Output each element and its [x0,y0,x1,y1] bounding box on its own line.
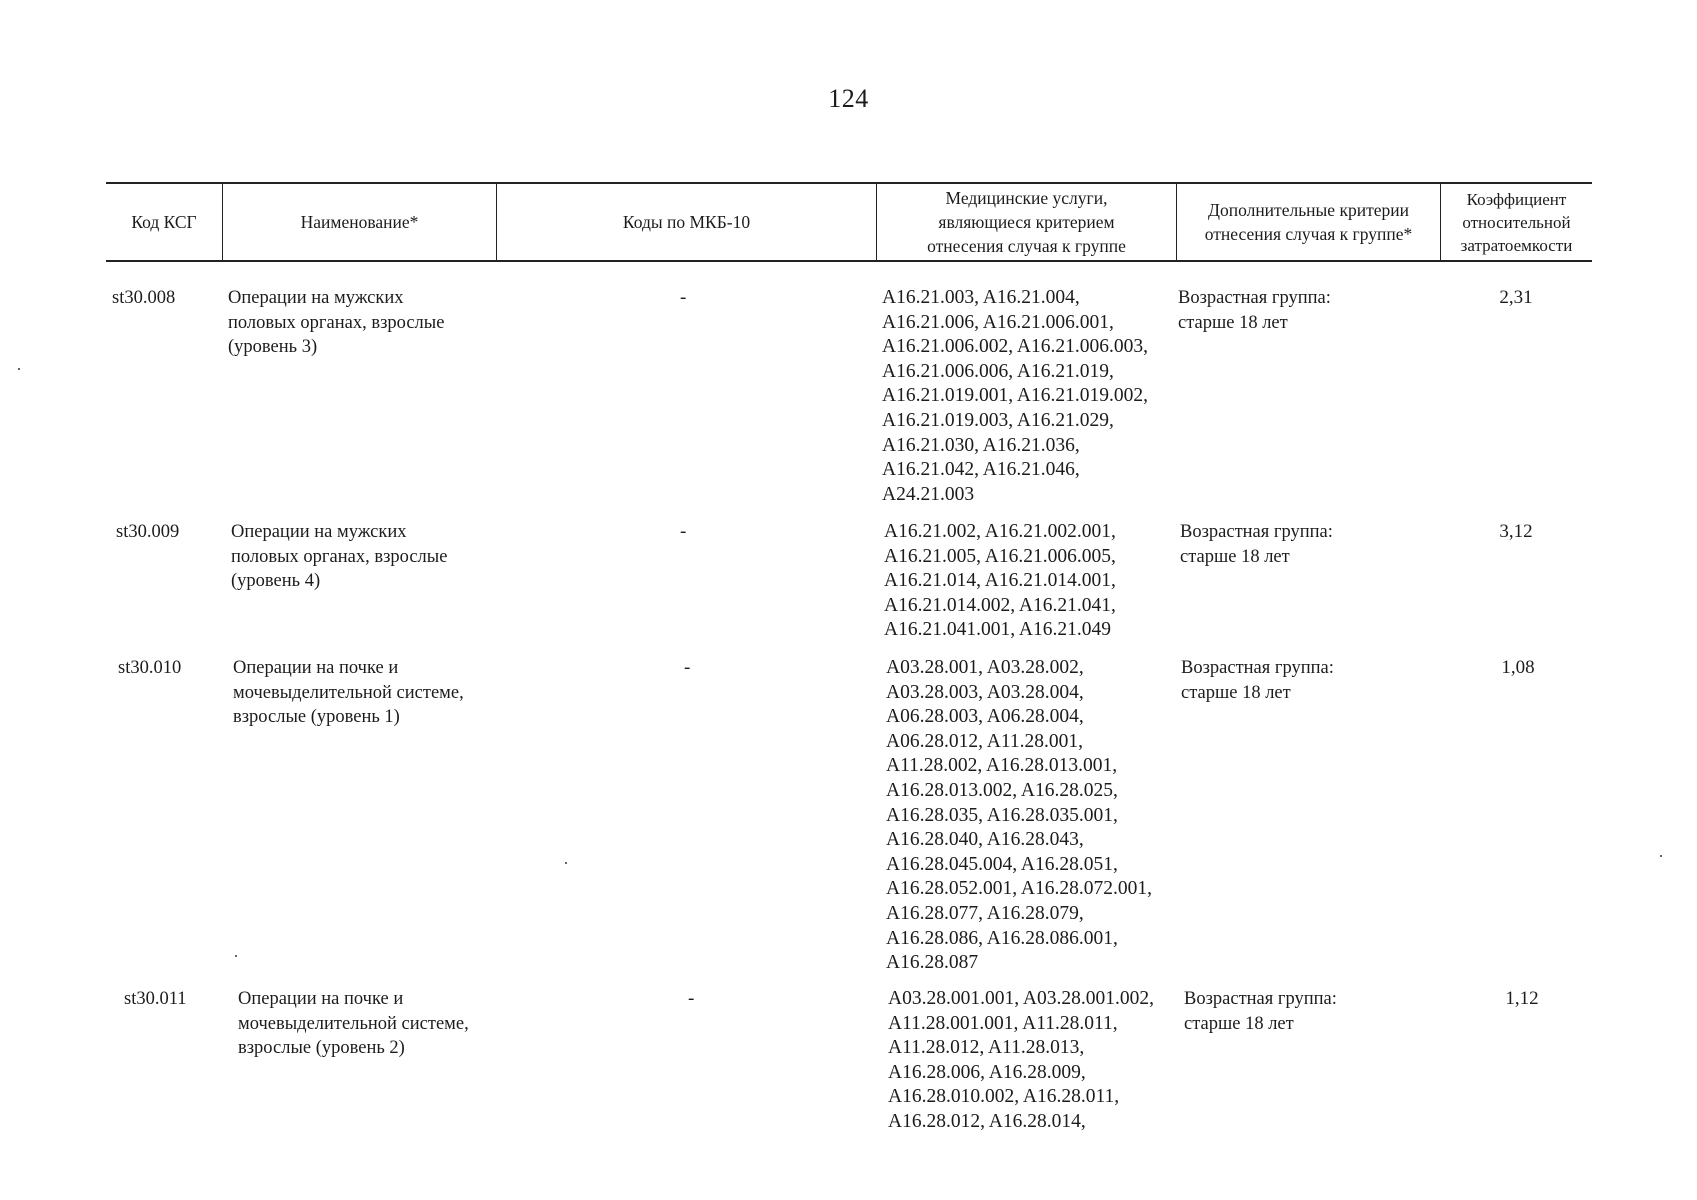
row-coefficient: 1,12 [1505,988,1539,1009]
row-mkb: - [684,657,691,678]
row-additional: Возрастная группа: старше 18 лет [1180,522,1333,567]
table-header [106,182,1592,262]
row-coefficient: 3,12 [1499,521,1533,542]
row-services: A03.28.001.001, A03.28.001.002, A11.28.001.001, A11.28.011, A11.28.012, A11.28.013, A16.28.006, A16.28.009, A16.28.010.002, A16.28.011, A16.28.012, A16.28.014, [888,988,1154,1132]
row-name: Операции на мужских половых органах, взрослые (уровень 3) [228,288,445,357]
header-coefficient: Коэффициент относительной затратоемкости [1440,184,1592,260]
header-code: Код КСГ [131,212,197,232]
row-name: Операции на почке и мочевыделительной системе, взрослые (уровень 1) [233,658,464,727]
header-name: Наименование* [222,184,496,260]
row-services: A16.21.003, A16.21.004, A16.21.006, A16.21.006.001, A16.21.006.002, A16.21.006.003, A16.21.006.006, A16.21.019, A16.21.019.001, A16.21.019.002, A16.21.019.003, A16.21.029, A16.21.030, A16.21.036, A16.21.042, A16.21.046, A24.21.003 [882,287,1148,505]
row-mkb: - [688,988,695,1009]
header-additional: Дополнительные критерии отнесения случая к группе* [1176,184,1440,260]
row-additional: Возрастная группа: старше 18 лет [1178,288,1331,333]
scan-speck [565,862,567,864]
row-additional: Возрастная группа: старше 18 лет [1184,989,1337,1034]
row-code: st30.010 [118,658,182,678]
row-name: Операции на мужских половых органах, взрослые (уровень 4) [231,522,448,591]
scan-speck [18,368,20,370]
header-mkb: Коды по МКБ-10 [496,184,876,260]
row-additional: Возрастная группа: старше 18 лет [1181,658,1334,703]
row-code: st30.009 [116,522,180,542]
row-code: st30.011 [124,989,187,1009]
row-services: A16.21.002, A16.21.002.001, A16.21.005, A16.21.006.005, A16.21.014, A16.21.014.001, A16.21.014.002, A16.21.041, A16.21.041.001, A16.21.049 [884,521,1116,641]
row-services: A03.28.001, A03.28.002, A03.28.003, A03.28.004, A06.28.003, A06.28.004, A06.28.012, A11.28.001, A11.28.002, A16.28.013.001, A16.28.013.002, A16.28.025, A16.28.035, A16.28.035.001, A16.28.040, A16.28.043, A16.28.045.004, A16.28.051, A16.28.052.001, A16.28.072.001, A16.28.077, A16.28.079, A16.28.086, A16.28.086.001, A16.28.087 [886,657,1152,974]
scan-speck [235,955,237,957]
row-mkb: - [680,521,687,542]
row-coefficient: 1,08 [1501,657,1535,678]
row-code: st30.008 [112,288,176,308]
row-coefficient: 2,31 [1499,287,1533,308]
row-mkb: - [680,287,687,308]
header-services: Медицинские услуги, являющиеся критерием отнесения случая к группе [876,184,1176,260]
row-name: Операции на почке и мочевыделительной системе, взрослые (уровень 2) [238,989,469,1058]
scan-speck [1660,855,1662,857]
page-number: 124 [828,84,869,113]
